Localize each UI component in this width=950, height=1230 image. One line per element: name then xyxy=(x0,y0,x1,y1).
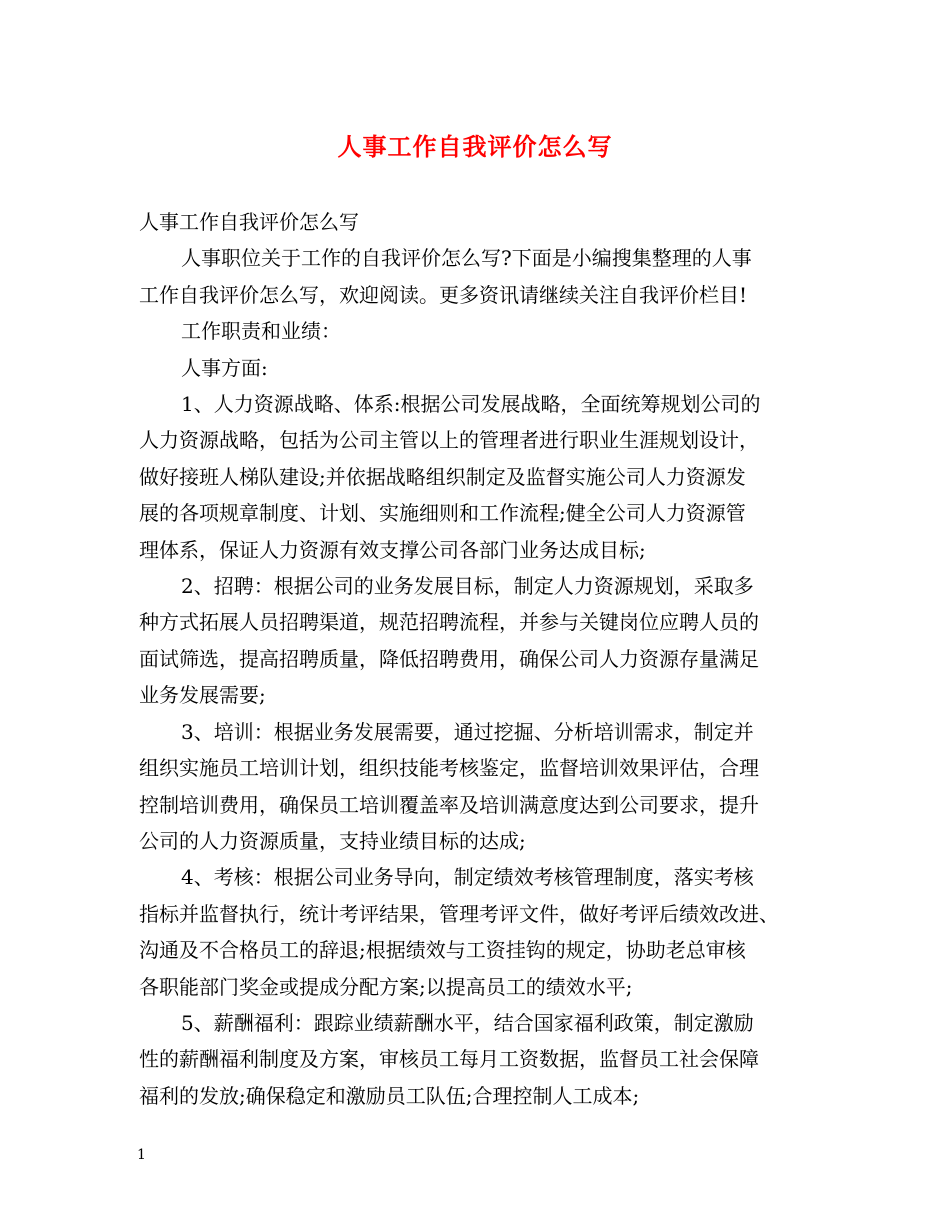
document-title: 人事工作自我评价怎么写 xyxy=(337,132,613,161)
paragraph-line: 指标并监督执行，统计考评结果，管理考评文件，做好考评后绩效改进、 xyxy=(139,901,779,926)
paragraph-line: 4、考核：根据公司业务导向，制定绩效考核管理制度，落实考核 xyxy=(181,865,754,890)
paragraph-line: 理体系，保证人力资源有效支撑公司各部门业务达成目标; xyxy=(139,537,646,562)
paragraph-line: 业务发展需要; xyxy=(139,683,266,708)
paragraph xyxy=(139,1005,823,1114)
paragraph-line: 3、培训：根据业务发展需要，通过挖掘、分析培训需求，制定并 xyxy=(181,719,754,744)
page-number: 1 xyxy=(137,1147,146,1163)
paragraph-line: 展的各项规章制度、计划、实施细则和工作流程;健全公司人力资源管 xyxy=(139,501,746,526)
paragraph-line: 工作自我评价怎么写，欢迎阅读。更多资讯请继续关注自我评价栏目! xyxy=(139,282,748,307)
paragraph-line: 种方式拓展人员招聘渠道，规范招聘流程，并参与关键岗位应聘人员的 xyxy=(139,610,759,635)
paragraph-line: 组织实施员工培训计划，组织技能考核鉴定，监督培训效果评估，合理 xyxy=(139,756,759,781)
paragraph xyxy=(139,386,823,568)
paragraph-line: 沟通及不合格员工的辞退;根据绩效与工资挂钩的规定，协助老总审核 xyxy=(139,938,746,963)
paragraph-line: 人事方面: xyxy=(181,355,268,380)
document-body xyxy=(139,204,823,1114)
paragraph-line: 人力资源战略，包括为公司主管以上的管理者进行职业生涯规划设计， xyxy=(139,428,759,453)
paragraph-line: 人事职位关于工作的自我评价怎么写?下面是小编搜集整理的人事 xyxy=(181,246,752,271)
paragraph-list xyxy=(139,240,823,1114)
heading-line: 人事工作自我评价怎么写 xyxy=(139,210,359,234)
paragraph-line: 面试筛选，提高招聘质量，降低招聘费用，确保公司人力资源存量满足 xyxy=(139,646,759,671)
paragraph-line: 1、人力资源战略、体系:根据公司发展战略，全面统筹规划公司的 xyxy=(181,392,761,417)
paragraph-line: 2、招聘：根据公司的业务发展目标，制定人力资源规划，采取多 xyxy=(181,574,754,599)
paragraph xyxy=(139,240,823,313)
paragraph xyxy=(139,313,823,349)
paragraph-line: 工作职责和业绩： xyxy=(181,319,341,344)
paragraph-line: 5、薪酬福利：跟踪业绩薪酬水平，结合国家福利政策，制定激励 xyxy=(181,1010,754,1035)
paragraph-line: 控制培训费用，确保员工培训覆盖率及培训满意度达到公司要求，提升 xyxy=(139,792,759,817)
paragraph xyxy=(139,859,823,1005)
paragraph xyxy=(139,714,823,860)
paragraph xyxy=(139,568,823,714)
paragraph-line: 各职能部门奖金或提成分配方案;以提高员工的绩效水平; xyxy=(139,974,633,999)
paragraph xyxy=(139,350,823,386)
paragraph-line: 做好接班人梯队建设;并依据战略组织制定及监督实施公司人力资源发 xyxy=(139,464,746,489)
paragraph-line: 公司的人力资源质量，支持业绩目标的达成; xyxy=(139,828,526,853)
paragraph-line: 福利的发放;确保稳定和激励员工队伍;合理控制人工成本; xyxy=(139,1083,640,1108)
paragraph-line: 性的薪酬福利制度及方案，审核员工每月工资数据，监督员工社会保障 xyxy=(139,1047,759,1072)
